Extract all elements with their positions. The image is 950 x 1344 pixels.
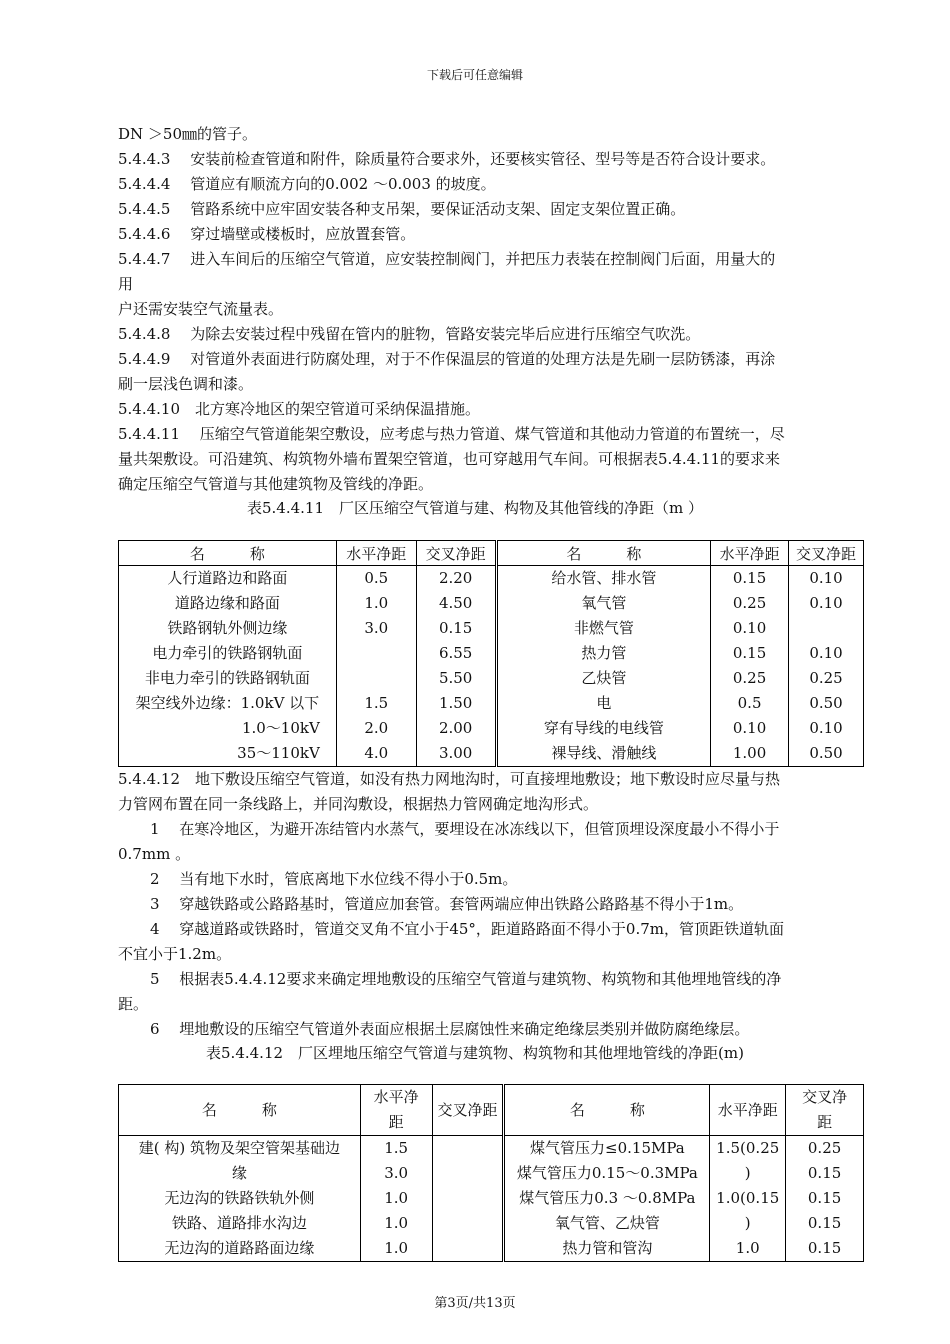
text-line: 5.4.4.9 对管道外表面进行防腐处理，对于不作保温层的管道的处理方法是先刷一层防锈漆，再涂 bbox=[118, 350, 776, 368]
row-horizontal: 1.0 bbox=[384, 1239, 409, 1257]
row-name: 煤气管压力≤0.15MPa bbox=[530, 1139, 685, 1157]
row-name: 非燃气管 bbox=[573, 619, 634, 637]
row-cross: 5.50 bbox=[438, 669, 473, 687]
row-horizontal: 0.5 bbox=[737, 694, 762, 712]
text-line: 5.4.4.12 地下敷设压缩空气管道，如没有热力网地沟时，可直接埋地敷设；地下敷设时应尽量与热 bbox=[118, 770, 781, 788]
row-cross bbox=[789, 616, 863, 641]
row-cross: 0.25 bbox=[807, 1139, 842, 1157]
row-horizontal: ) bbox=[744, 1214, 751, 1232]
row-horizontal bbox=[337, 666, 416, 691]
row-cross: 0.15 bbox=[807, 1239, 842, 1257]
row-horizontal: 0.10 bbox=[732, 719, 767, 737]
text-line: 不宜小于1.2m。 bbox=[118, 945, 232, 963]
text-line: 力管网布置在同一条线路上，并同沟敷设，根据热力管网确定地沟形式。 bbox=[118, 795, 599, 813]
row-cross: 0.10 bbox=[809, 719, 843, 737]
header-cross: 交叉净距 bbox=[789, 541, 864, 566]
header-horizontal: 水平净距 bbox=[710, 1085, 786, 1136]
row-name: 无边沟的道路路面边缘 bbox=[164, 1239, 315, 1257]
row-name: 铁路钢轨外侧边缘 bbox=[167, 619, 288, 637]
row-horizontal: 0.25 bbox=[732, 669, 767, 687]
row-cross: 6.55 bbox=[438, 644, 473, 662]
row-cross: 0.15 bbox=[807, 1189, 842, 1207]
row-horizontal: ) bbox=[744, 1164, 751, 1182]
header-horizontal: 水平净距 bbox=[336, 541, 416, 566]
text-line: 用 bbox=[118, 275, 134, 293]
row-name: 非电力牵引的铁路钢轨面 bbox=[144, 669, 310, 687]
text-line: 户还需安装空气流量表。 bbox=[118, 300, 284, 318]
header-name: 名 称 bbox=[119, 541, 337, 566]
row-horizontal: 1.00 bbox=[732, 744, 767, 762]
row-name: 穿有导线的电线管 bbox=[543, 719, 664, 737]
row-cross: 0.50 bbox=[809, 744, 843, 762]
page-footer: 第3页/共13页 bbox=[434, 1296, 516, 1311]
text-line: 刷一层浅色调和漆。 bbox=[118, 375, 254, 393]
row-name: 无边沟的铁路铁轨外侧 bbox=[164, 1189, 315, 1207]
text-line: 5.4.4.5 管路系统中应牢固安装各种支吊架，要保证活动支架、固定支架位置正确。 bbox=[118, 200, 686, 218]
text-line: 确定压缩空气管道与其他建筑物及管线的净距。 bbox=[118, 475, 434, 493]
text-line: 5.4.4.10 北方寒冷地区的架空管道可采纳保温措施。 bbox=[118, 400, 481, 418]
text-line: 距。 bbox=[118, 995, 149, 1013]
row-name: 氧气管、乙炔管 bbox=[554, 1214, 660, 1232]
table-overhead-clearance bbox=[118, 540, 864, 767]
row-name: 氧气管 bbox=[581, 594, 627, 612]
table-caption-2: 表5.4.4.12 厂区埋地压缩空气管道与建筑物、构筑物和其他埋地管线的净距(m) bbox=[206, 1044, 744, 1062]
row-cross: 2.00 bbox=[438, 719, 473, 737]
page-header: 下载后可任意编辑 bbox=[426, 68, 523, 82]
row-name: 热力管 bbox=[581, 644, 627, 662]
header-cross: 距 bbox=[817, 1113, 833, 1131]
header-horizontal: 水平净 bbox=[373, 1088, 419, 1106]
header-cross: 交叉净 bbox=[802, 1088, 848, 1106]
row-horizontal: 2.0 bbox=[364, 719, 389, 737]
row-horizontal: 0.25 bbox=[732, 594, 767, 612]
row-cross: 4.50 bbox=[438, 594, 473, 612]
row-horizontal: 1.0 bbox=[384, 1214, 409, 1232]
row-cross: 0.10 bbox=[809, 594, 843, 612]
text-line: 5.4.4.7 进入车间后的压缩空气管道，应安装控制阀门，并把压力表装在控制阀门后面，用量大的 bbox=[118, 250, 776, 268]
text-line: 4 穿越道路或铁路时，管道交叉角不宜小于45°，距道路路面不得小于0.7m，管顶距铁道轨面 bbox=[150, 920, 784, 938]
row-horizontal: 1.5 bbox=[364, 694, 389, 712]
row-horizontal: 0.15 bbox=[732, 569, 767, 587]
row-cross: 0.15 bbox=[807, 1214, 842, 1232]
row-cross: 0.15 bbox=[807, 1164, 842, 1182]
row-name: 热力管和管沟 bbox=[562, 1239, 653, 1257]
row-cross: 0.50 bbox=[809, 694, 843, 712]
row-cross: 0.10 bbox=[809, 644, 843, 662]
text-line: 5 根据表5.4.4.12要求来确定埋地敷设的压缩空气管道与建筑物、构筑物和其他埋地管线的净 bbox=[150, 970, 782, 988]
text-line: 5.4.4.3 安装前检查管道和附件，除质量符合要求外，还要核实管径、型号等是否符合设计要求。 bbox=[118, 150, 776, 168]
row-cross: 0.10 bbox=[809, 569, 843, 587]
row-horizontal: 0.10 bbox=[732, 619, 767, 637]
row-name: 建( 构) 筑物及架空管架基础边 bbox=[138, 1139, 340, 1157]
row-horizontal: 0.15 bbox=[732, 644, 767, 662]
row-name: 道路边缘和路面 bbox=[174, 594, 280, 612]
table-underground-clearance bbox=[118, 1084, 864, 1262]
header-name: 名 称 bbox=[504, 1085, 710, 1136]
row-name: 电力牵引的铁路钢轨面 bbox=[152, 644, 303, 662]
text-line: 5.4.4.11 压缩空气管道能架空敷设，应考虑与热力管道、煤气管道和其他动力管道的布置统一，尽 bbox=[118, 425, 785, 443]
row-horizontal: 1.0 bbox=[364, 594, 389, 612]
text-line: DN ＞50㎜的管子。 bbox=[118, 125, 258, 143]
text-line: 5.4.4.4 管道应有顺流方向的0.002 ～0.003 的坡度。 bbox=[118, 175, 496, 193]
row-cross-empty bbox=[432, 1136, 504, 1262]
row-horizontal: 1.5(0.25 bbox=[716, 1139, 780, 1157]
header-name: 名 称 bbox=[496, 541, 711, 566]
text-line: 5.4.4.8 为除去安装过程中残留在管内的脏物，管路安装完毕后应进行压缩空气吹洗。 bbox=[118, 325, 701, 343]
row-horizontal: 3.0 bbox=[384, 1164, 409, 1182]
row-name: 缘 bbox=[231, 1164, 247, 1182]
row-name: 架空线外边缘：1.0kV 以下 bbox=[135, 694, 320, 712]
row-name: 1.0～10kV bbox=[241, 719, 320, 737]
row-cross: 2.20 bbox=[438, 569, 473, 587]
row-cross: 0.15 bbox=[438, 619, 473, 637]
row-name: 乙炔管 bbox=[581, 669, 627, 687]
header-horizontal: 距 bbox=[388, 1113, 404, 1131]
row-cross: 1.50 bbox=[438, 694, 473, 712]
row-name: 煤气管压力0.15～0.3MPa bbox=[516, 1164, 698, 1182]
header-cross: 交叉净距 bbox=[432, 1085, 504, 1136]
row-horizontal bbox=[337, 641, 416, 666]
row-horizontal: 3.0 bbox=[364, 619, 389, 637]
text-line: 2 当有地下水时，管底离地下水位线不得小于0.5m。 bbox=[150, 870, 518, 888]
row-name: 铁路、道路排水沟边 bbox=[171, 1214, 307, 1232]
row-name: 给水管、排水管 bbox=[551, 569, 657, 587]
row-horizontal: 0.5 bbox=[364, 569, 389, 587]
text-line: 3 穿越铁路或公路路基时，管道应加套管。套管两端应伸出铁路公路路基不得小于1m。 bbox=[150, 895, 744, 913]
row-name: 35～110kV bbox=[237, 744, 320, 762]
row-name: 人行道路边和路面 bbox=[167, 569, 288, 587]
row-cross: 0.25 bbox=[809, 669, 843, 687]
row-horizontal: 1.0(0.15 bbox=[716, 1189, 780, 1207]
row-cross: 3.00 bbox=[438, 744, 473, 762]
table-caption-1: 表5.4.4.11 厂区压缩空气管道与建、构物及其他管线的净距（m ） bbox=[246, 499, 704, 517]
header-horizontal: 水平净距 bbox=[711, 541, 789, 566]
header-cross: 交叉净距 bbox=[416, 541, 496, 566]
row-horizontal: 1.5 bbox=[384, 1139, 409, 1157]
row-name: 煤气管压力0.3 ～0.8MPa bbox=[519, 1189, 696, 1207]
row-horizontal: 1.0 bbox=[384, 1189, 409, 1207]
row-horizontal: 1.0 bbox=[735, 1239, 760, 1257]
text-line: 1 在寒冷地区，为避开冻结管内水蒸气，要埋设在冰冻线以下，但管顶埋设深度最小不得小于 bbox=[150, 820, 780, 838]
text-line: 6 埋地敷设的压缩空气管道外表面应根据土层腐蚀性来确定绝缘层类别并做防腐绝缘层。 bbox=[150, 1020, 750, 1038]
text-line: 量共架敷设。可沿建筑、构筑物外墙布置架空管道，也可穿越用气车间。可根据表5.4.4.11的要求来 bbox=[118, 450, 781, 468]
row-name: 裸导线、滑触线 bbox=[551, 744, 657, 762]
header-name: 名 称 bbox=[119, 1085, 361, 1136]
text-line: 5.4.4.6 穿过墙壁或楼板时，应放置套管。 bbox=[118, 225, 416, 243]
row-horizontal: 4.0 bbox=[364, 744, 389, 762]
row-name: 电 bbox=[596, 694, 612, 712]
text-line: 0.7mm 。 bbox=[118, 845, 191, 863]
